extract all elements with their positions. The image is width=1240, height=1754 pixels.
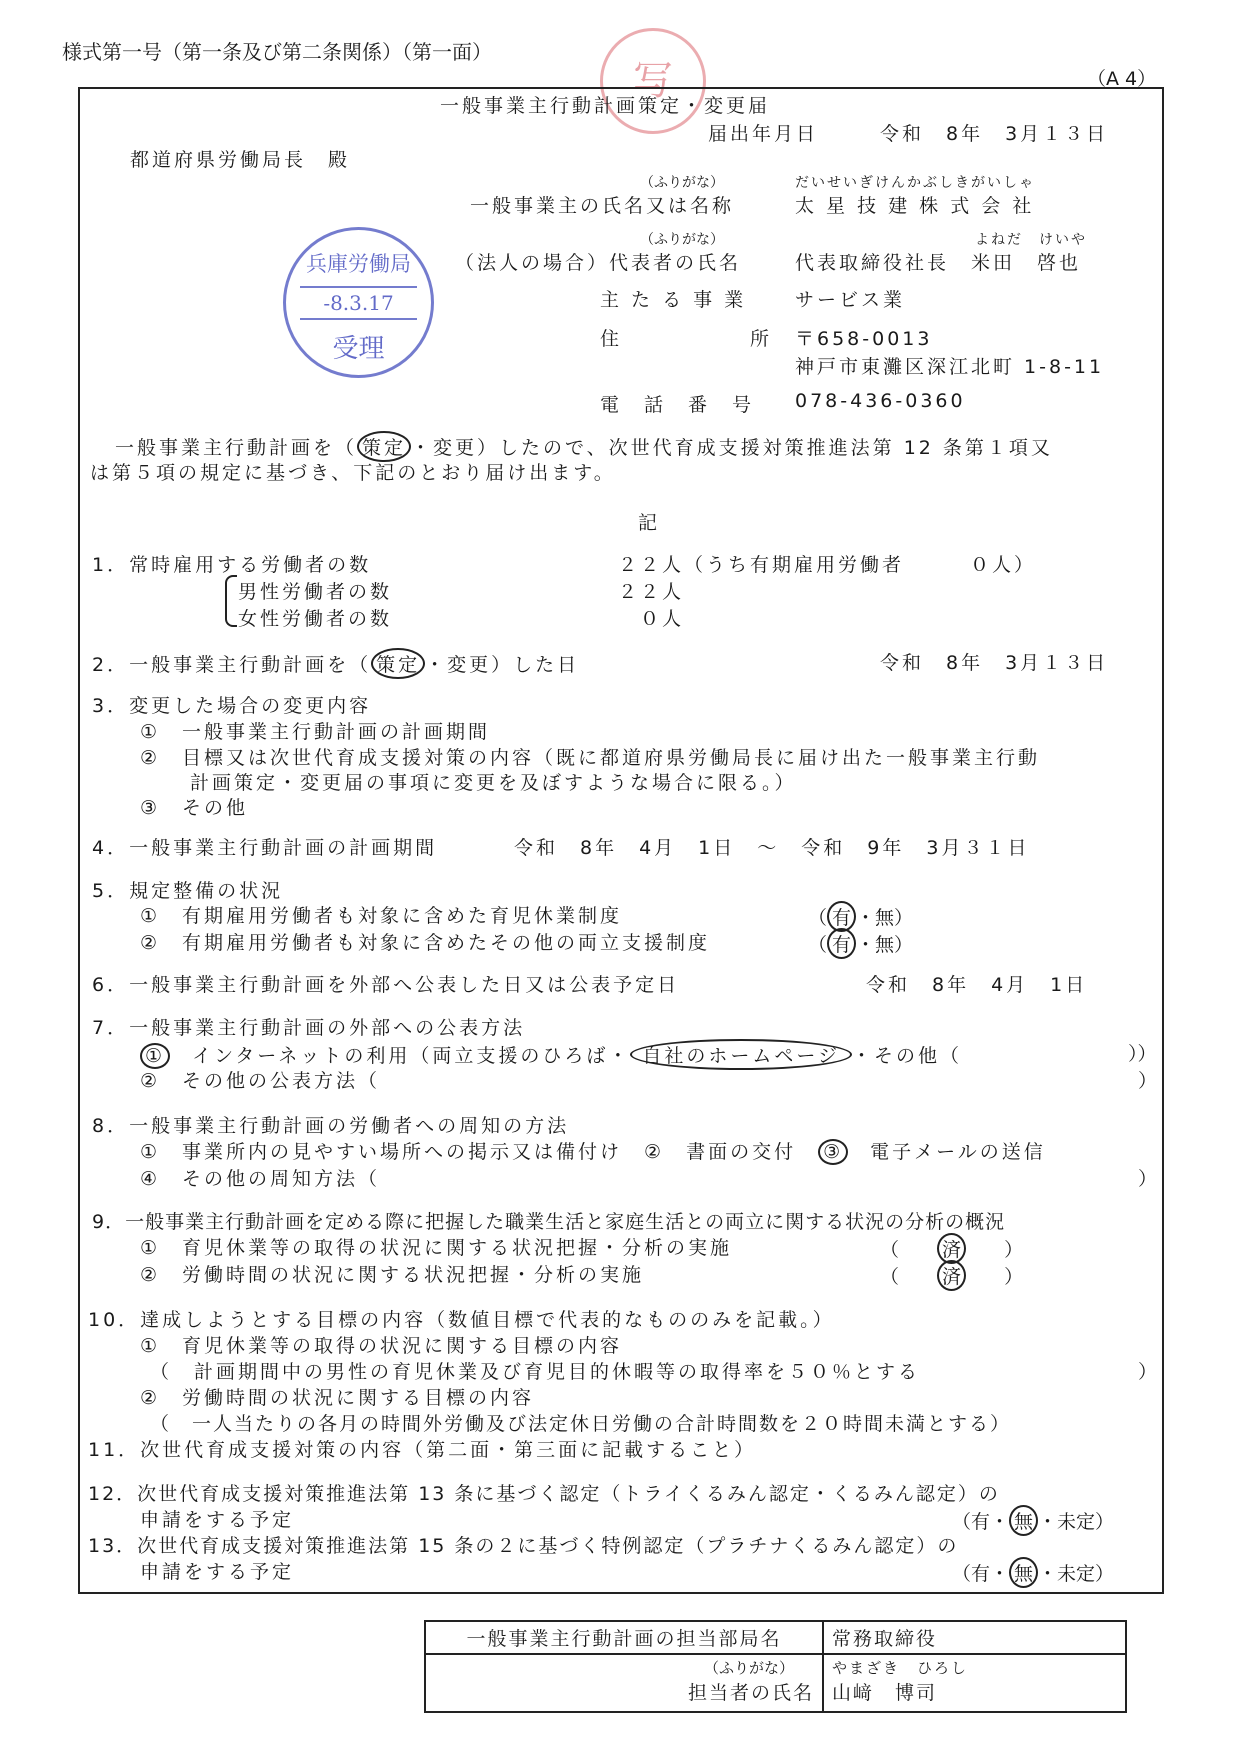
form-title: 一般事業主行動計画策定・変更届 xyxy=(440,95,771,117)
item13-choice: （有・ 無 ・未定） xyxy=(952,1557,1114,1588)
item7-circled-homepage: 自社のホームページ xyxy=(630,1039,852,1070)
item10-opt1-end: ） xyxy=(1138,1361,1158,1383)
business-label: 主 た る 事 業 xyxy=(600,289,747,311)
person-furigana: やまざき ひろし xyxy=(832,1659,969,1677)
item6-date: 令和 8年 4月 1日 xyxy=(866,974,1088,996)
item10-opt2: ② 労働時間の状況に関する目標の内容 xyxy=(140,1387,535,1409)
company-furigana: だいせいぎけんかぶしきがいしゃ xyxy=(795,175,1035,191)
female-value: ０人 xyxy=(640,608,685,630)
item9-opt2-status: （ 済 ） xyxy=(880,1260,1023,1291)
filing-date-label: 届出年月日 xyxy=(708,123,819,145)
received-stamp-text: 受理 xyxy=(332,334,385,364)
item3-opt2b: 計画策定・変更届の事項に変更を及ぼすような場合に限る。） xyxy=(190,772,797,794)
rep-name: 代表取締役社長 米田 啓也 xyxy=(795,252,1082,274)
item12-line2: 申請をする予定 xyxy=(140,1509,295,1531)
item13-line1: 13．次世代育成支援対策推進法第 15 条の２に基づく特例認定（プラチナくるみん認定）の xyxy=(88,1535,959,1557)
item10-opt1-value: （ 計画期間中の男性の育児休業及び育児目的休暇等の取得率を５０％とする xyxy=(150,1361,921,1383)
item8-opt4: ④ その他の周知方法（ xyxy=(140,1168,381,1190)
furigana-label: （ふりがな） xyxy=(640,175,724,191)
male-value: ２２人 xyxy=(618,581,685,603)
contact-table xyxy=(424,1620,1127,1713)
item8-label: 8．一般事業主行動計画の労働者への周知の方法 xyxy=(92,1115,570,1137)
filing-date: 令和 8年 3月１３日 xyxy=(880,123,1109,145)
item5-opt1: ① 有期雇用労働者も対象に含めた育児休業制度 xyxy=(140,905,623,927)
person-value-cell xyxy=(823,1654,1126,1712)
address-label-1: 住 xyxy=(600,328,620,350)
rep-furigana: よねだ けいや xyxy=(975,232,1087,248)
copy-stamp: 写 xyxy=(600,28,706,134)
item5-opt2-choice: （ 有 ・無） xyxy=(808,928,913,959)
item10-opt2-value: （ 一人当たりの各月の時間外労働及び法定休日労働の合計時間数を２０時間未満とする） xyxy=(150,1413,1012,1435)
item7-opt1: ① インターネットの利用（両立支援のひろば・ 自社のホームページ ・その他（ xyxy=(140,1039,962,1070)
received-stamp-office: 兵庫労働局 xyxy=(306,252,411,276)
company-name: 太 星 技 建 株 式 会 社 xyxy=(795,195,1035,217)
person-label: 担当者の氏名 xyxy=(687,1682,814,1704)
dept-value: 常務取締役 xyxy=(823,1621,1126,1654)
item3-label: 3．変更した場合の変更内容 xyxy=(92,695,372,717)
item6-label: 6．一般事業主行動計画を外部へ公表した日又は公表予定日 xyxy=(92,974,680,996)
ki-heading: 記 xyxy=(638,512,658,534)
item5-opt2: ② 有期雇用労働者も対象に含めたその他の両立支援制度 xyxy=(140,932,711,954)
item13-line2: 申請をする予定 xyxy=(140,1561,295,1583)
address-value: 神戸市東灘区深江北町 1-8-11 xyxy=(795,356,1105,378)
company-name-label: 一般事業主の氏名又は名称 xyxy=(470,195,735,217)
item5-opt1-choice: （ 有 ・無） xyxy=(808,901,913,932)
paper-size: （A 4） xyxy=(1087,68,1157,90)
item3-opt1: ① 一般事業主行動計画の計画期間 xyxy=(140,721,491,743)
intro-line1: 一般事業主行動計画を（ 策定 ・変更）したので、次世代育成支援対策推進法第 12 条第１項又 xyxy=(115,431,1053,462)
item2-circled: 策定 xyxy=(371,648,425,679)
business-value: サービス業 xyxy=(795,289,906,311)
circled-strategy: 策定 xyxy=(357,431,411,462)
female-label: 女性労働者の数 xyxy=(238,608,393,630)
item10-opt1: ① 育児休業等の取得の状況に関する目標の内容 xyxy=(140,1335,623,1357)
item10-label: 10．達成しようとする目標の内容（数値目標で代表的なもののみを記載。） xyxy=(88,1309,835,1331)
item9-opt1: ① 育児休業等の取得の状況に関する状況把握・分析の実施 xyxy=(140,1237,733,1259)
item7-opt1-end: ）） xyxy=(1128,1043,1157,1065)
item12-line1: 12．次世代育成支援対策推進法第 13 条に基づく認定（トライくるみん認定・くるみん認定）の xyxy=(88,1483,1000,1505)
address-label-2: 所 xyxy=(750,328,770,350)
item7-label: 7．一般事業主行動計画の外部への公表方法 xyxy=(92,1017,526,1039)
phone-label: 電 話 番 号 xyxy=(600,394,755,416)
item5-label: 5．規定整備の状況 xyxy=(92,880,284,902)
item1-value: ２２人（うち有期雇用労働者 ０人） xyxy=(618,554,1037,576)
rep-label: （法人の場合）代表者の氏名 xyxy=(455,252,742,274)
item4-label: 4．一般事業主行動計画の計画期間 xyxy=(92,837,438,859)
person-furigana-label: （ふりがな） xyxy=(703,1659,794,1677)
phone-value: 078-436-0360 xyxy=(795,390,966,412)
received-stamp xyxy=(283,227,434,378)
rep-furigana-label: （ふりがな） xyxy=(640,232,724,248)
intro-line2: は第５項の規定に基づき、下記のとおり届け出ます。 xyxy=(90,462,616,484)
item2-date: 令和 8年 3月１３日 xyxy=(880,652,1109,674)
received-stamp-date: -8.3.17 xyxy=(300,286,417,320)
postal-code: 〒658-0013 xyxy=(795,328,933,350)
item8-opt1: ① 事業所内の見やすい場所への掲示又は備付け ② 書面の交付 ③ 電子メールの送信 xyxy=(140,1141,1046,1163)
item11-label: 11．次世代育成支援対策の内容（第二面・第三面に記載すること） xyxy=(88,1439,757,1461)
dept-label: 一般事業主行動計画の担当部局名 xyxy=(425,1621,823,1654)
item7-opt2: ② その他の公表方法（ xyxy=(140,1070,381,1092)
item7-opt2-end: ） xyxy=(1138,1070,1158,1092)
person-name: 山﨑 博司 xyxy=(832,1682,938,1704)
item9-opt2: ② 労働時間の状況に関する状況把握・分析の実施 xyxy=(140,1264,645,1286)
item2-label: 2．一般事業主行動計画を（ 策定 ・変更）した日 xyxy=(92,648,579,679)
addressee: 都道府県労働局長 殿 xyxy=(130,149,351,171)
male-label: 男性労働者の数 xyxy=(238,581,393,603)
item12-choice: （有・ 無 ・未定） xyxy=(952,1505,1114,1536)
form-header: 様式第一号（第一条及び第二条関係）（第一面） xyxy=(62,40,492,64)
person-label-cell xyxy=(425,1654,823,1712)
item3-opt2a: ② 目標又は次世代育成支援対策の内容（既に都道府県労働局長に届け出た一般事業主行動 xyxy=(140,747,1041,769)
item8-opt4-end: ） xyxy=(1138,1168,1158,1190)
item9-label: 9．一般事業主行動計画を定める際に把握した職業生活と家庭生活との両立に関する状況の分析の概況 xyxy=(92,1211,1006,1233)
item1-brace xyxy=(225,575,237,627)
item3-opt3: ③ その他 xyxy=(140,797,249,819)
item4-value: 令和 8年 4月 1日 ～ 令和 9年 3月３１日 xyxy=(514,837,1030,859)
item9-opt1-status: （ 済 ） xyxy=(880,1233,1023,1264)
item1-label: 1．常時雇用する労働者の数 xyxy=(92,554,372,576)
